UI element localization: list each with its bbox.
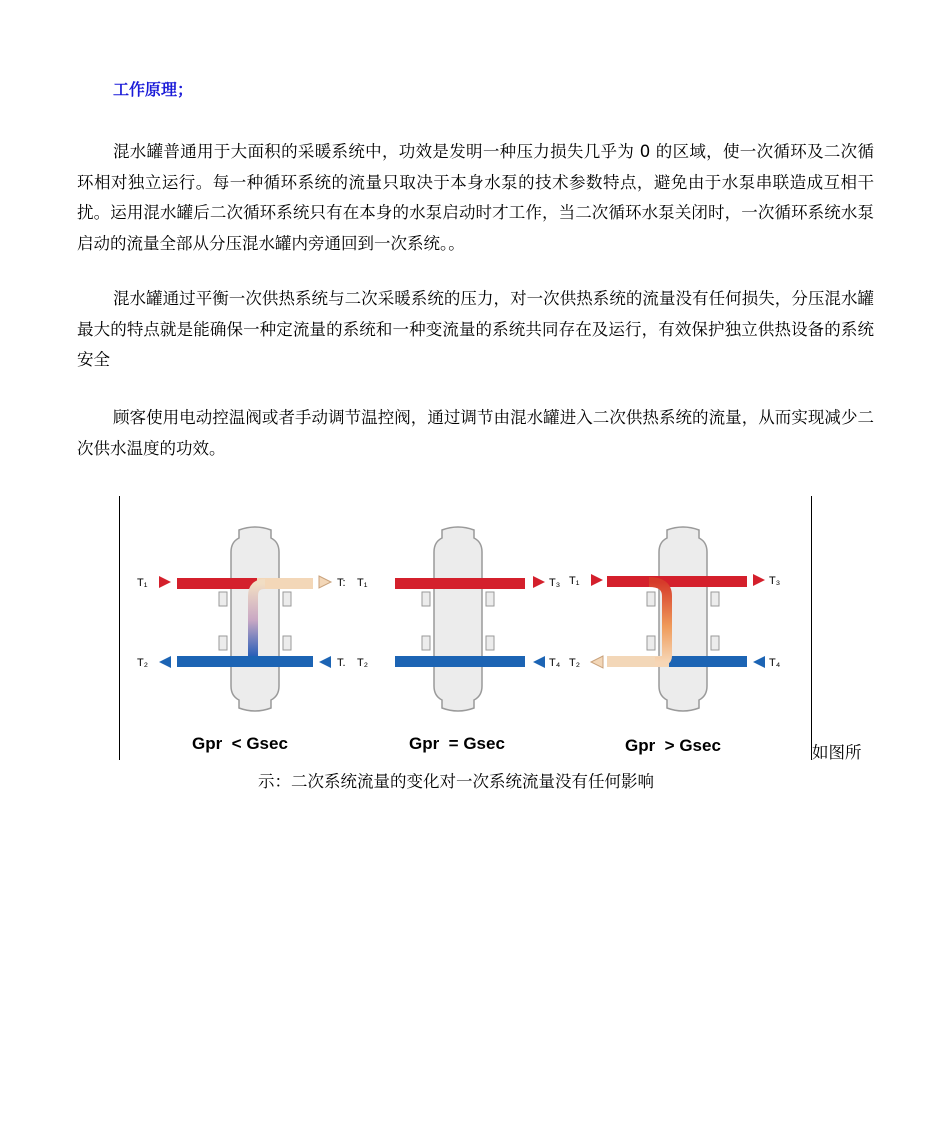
arrow-out-top-3 bbox=[753, 574, 765, 586]
tank-2-flange-d bbox=[486, 636, 494, 650]
p1-bottom-left-label: T₂ bbox=[137, 657, 148, 669]
panel-1 bbox=[159, 527, 331, 711]
paragraph-1: 混水罐普通用于大面积的采暖系统中，功效是发明一种压力损失几乎为 0 的区域，使一次循环及二次循环相对独立运行。每一种循环系统的流量只取决于本身水泵的技术参数特点，避免由于水泵串联造成互相干扰。运用混水罐后二次循环系统只有在本身的水泵启动时才工作，当二次循环水泵关闭时，一次循环系统水泵启动的流量全部从分压混水罐内旁通回到一次系统。。 bbox=[77, 142, 874, 253]
arrow-in-bottom-1 bbox=[159, 656, 171, 668]
hot-pipe-1 bbox=[177, 578, 257, 589]
tank-1-flange-d bbox=[283, 636, 291, 650]
tank-2-flange-b bbox=[486, 592, 494, 606]
panel-3-label: Gpr > Gsec bbox=[625, 736, 721, 755]
tank-2-flange-c bbox=[422, 636, 430, 650]
tank-1-flange-c bbox=[219, 636, 227, 650]
panel-3 bbox=[591, 527, 765, 711]
arrow-out-bottom-1 bbox=[319, 656, 331, 668]
hot-pipe-3 bbox=[607, 576, 747, 587]
arrow-out-top-2 bbox=[533, 576, 545, 588]
p2-top-left-label: T₁ bbox=[357, 577, 368, 589]
p3-bottom-right-label: T₄ bbox=[769, 657, 781, 669]
arrow-out-top-1 bbox=[319, 576, 331, 588]
arrow-in-top-3 bbox=[591, 574, 603, 586]
p1-top-left-label: T₁ bbox=[137, 577, 148, 589]
tank-1-flange-b bbox=[283, 592, 291, 606]
cold-pipe-3 bbox=[669, 656, 747, 667]
figure-right-border bbox=[811, 496, 812, 760]
p3-bottom-left-label: T₂ bbox=[569, 657, 580, 669]
tank-3-flange-d bbox=[711, 636, 719, 650]
warm-pipe-1 bbox=[257, 578, 313, 589]
tank-2 bbox=[434, 527, 482, 711]
figure-caption-start: 如图所 bbox=[812, 743, 862, 762]
p3-top-left-label: T₁ bbox=[569, 575, 580, 587]
panel-2 bbox=[395, 527, 545, 711]
cold-pipe-2 bbox=[395, 656, 525, 667]
tank-2-flange-a bbox=[422, 592, 430, 606]
arrow-in-bottom-2 bbox=[533, 656, 545, 668]
tank-3-flange-a bbox=[647, 592, 655, 606]
tank-3-flange-b bbox=[711, 592, 719, 606]
tank-3-flange-c bbox=[647, 636, 655, 650]
panel-2-label: Gpr = Gsec bbox=[409, 734, 505, 753]
figure-caption-end: 示：二次系统流量的变化对一次系统流量没有任何影响 bbox=[258, 772, 654, 791]
p3-top-right-label: T₃ bbox=[769, 575, 781, 587]
figure-left-border bbox=[119, 496, 120, 760]
p2-top-right-label: T₃ bbox=[549, 577, 561, 589]
arrow-out-bottom-3 bbox=[591, 656, 603, 668]
hot-pipe-2 bbox=[395, 578, 525, 589]
mixing-tank-diagram bbox=[119, 496, 812, 760]
panel-1-label: Gpr < Gsec bbox=[192, 734, 288, 753]
cold-pipe-1 bbox=[177, 656, 313, 667]
arrow-in-top-1 bbox=[159, 576, 171, 588]
arrow-in-bottom-3 bbox=[753, 656, 765, 668]
p1-top-right-label: T: bbox=[337, 577, 346, 589]
p2-bottom-right-label: T₄ bbox=[549, 657, 561, 669]
p2-bottom-left-label: T₂ bbox=[357, 657, 368, 669]
paragraph-2: 混水罐通过平衡一次供热系统与二次采暖系统的压力，对一次供热系统的流量没有任何损失，分压混水罐最大的特点就是能确保一种定流量的系统和一种变流量的系统共同存在及运行，有效保护独立供热设备的系统安全 bbox=[77, 289, 874, 369]
section-heading: 工作原理； bbox=[113, 80, 194, 99]
paragraph-3: 顾客使用电动控温阀或者手动调节温控阀，通过调节由混水罐进入二次供热系统的流量，从而实现减少二次供水温度的功效。 bbox=[77, 408, 874, 458]
mixing-tank-figure bbox=[119, 496, 812, 760]
tank-1-flange-a bbox=[219, 592, 227, 606]
p1-bottom-right-label: T. bbox=[337, 657, 346, 669]
